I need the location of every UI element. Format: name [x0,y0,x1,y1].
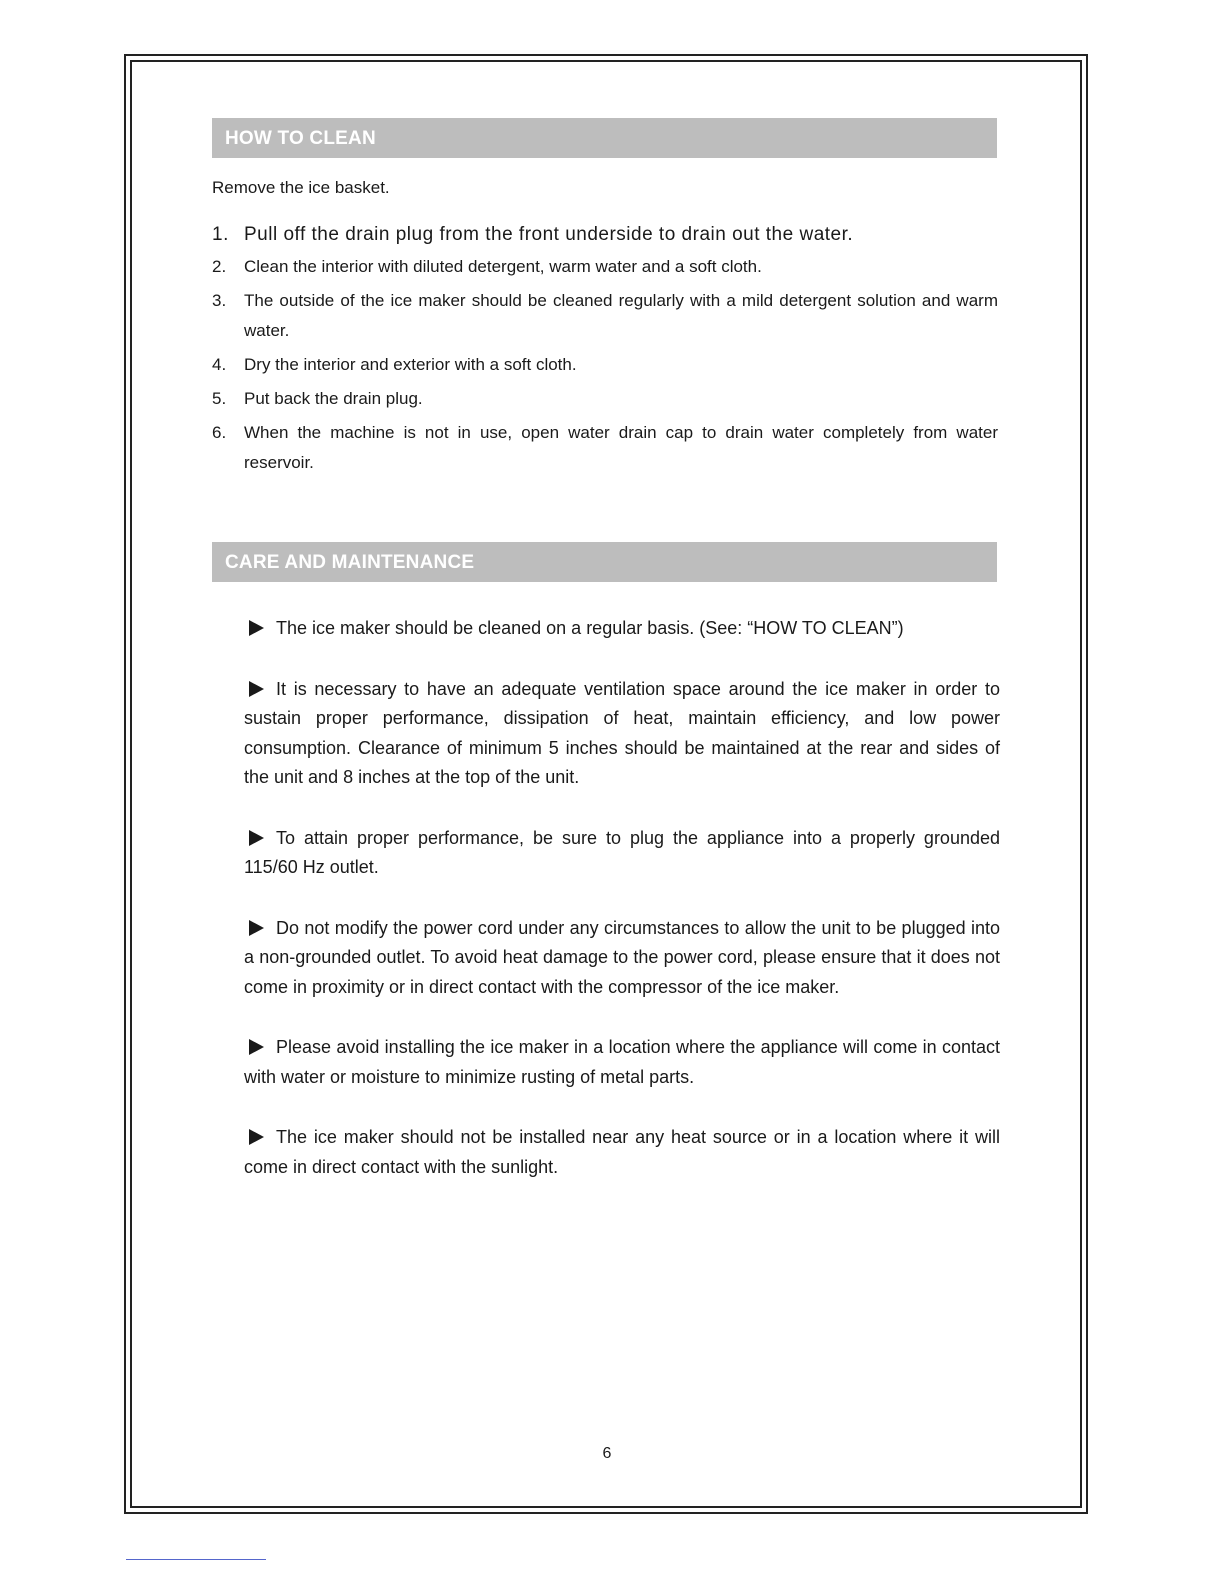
care-and-maintenance-header: CARE AND MAINTENANCE [212,542,997,582]
triangle-bullet-icon [249,830,264,846]
care-bullet [244,1033,1000,1092]
step-number: 1. [212,224,229,245]
step-text: Pull off the drain plug from the front underside to drain out the water. [244,224,854,245]
step-text: The outside of the ice maker should be cleaned regularly with a mild detergent solution and warm water. [244,291,998,340]
step-number: 5. [212,389,227,408]
triangle-bullet-icon [249,620,264,636]
cleaning-step [212,350,998,380]
care-bullet-text: To attain proper performance, be sure to plug the appliance into a properly grounded 115/60 Hz outlet. [244,827,1000,877]
care-bullet-text: Do not modify the power cord under any circumstances to allow the unit to be plugged into a non-grounded outlet. To avoid heat damage to the power cord, please ensure that it does not come in proximity or in direct contact with the compressor of the ice maker. [244,917,1000,997]
care-bullet-text: It is necessary to have an adequate ventilation space around the ice maker in order to sustain proper performance, dissipation of heat, maintain efficiency, and low power consumption. Clearance of minimum 5 inches should be maintained at the rear and sides of the unit and 8 inches at the top of the unit. [244,678,1000,787]
care-bullet-text: The ice maker should not be installed near any heat source or in a location where it will come in direct contact with the sunlight. [244,1127,1000,1177]
step-text: When the machine is not in use, open water drain cap to drain water completely from water reservoir. [244,423,998,472]
care-bullet [244,824,1000,883]
step-number: 4. [212,355,227,374]
how-to-clean-header: HOW TO CLEAN [212,118,997,158]
how-to-clean-intro: Remove the ice basket. [212,178,390,197]
triangle-bullet-icon [249,681,264,697]
step-number: 2. [212,257,227,276]
page-number: 6 [602,1445,612,1462]
care-bullet-text: Please avoid installing the ice maker in a location where the appliance will come in contact with water or moisture to minimize rusting of metal parts. [244,1037,1000,1087]
care-bullets-list [244,614,1000,1213]
cleaning-step [212,384,998,414]
cleaning-step [212,220,998,250]
triangle-bullet-icon [249,1039,264,1055]
care-bullet [244,614,1000,644]
step-text: Clean the interior with diluted detergent, warm water and a soft cloth. [244,257,762,276]
care-bullet [244,1123,1000,1182]
cleaning-step [212,252,998,282]
step-number: 3. [212,291,227,310]
care-bullet-text: The ice maker should be cleaned on a regular basis. (See: “HOW TO CLEAN”) [276,618,904,638]
footnote-divider [126,1559,266,1560]
care-bullet [244,914,1000,1003]
cleaning-step [212,286,998,346]
care-bullet [244,675,1000,793]
step-number: 6. [212,423,227,442]
triangle-bullet-icon [249,1129,264,1145]
cleaning-steps-list [212,220,998,482]
step-text: Dry the interior and exterior with a soft cloth. [244,355,577,374]
cleaning-step [212,418,998,478]
step-text: Put back the drain plug. [244,389,423,408]
triangle-bullet-icon [249,920,264,936]
